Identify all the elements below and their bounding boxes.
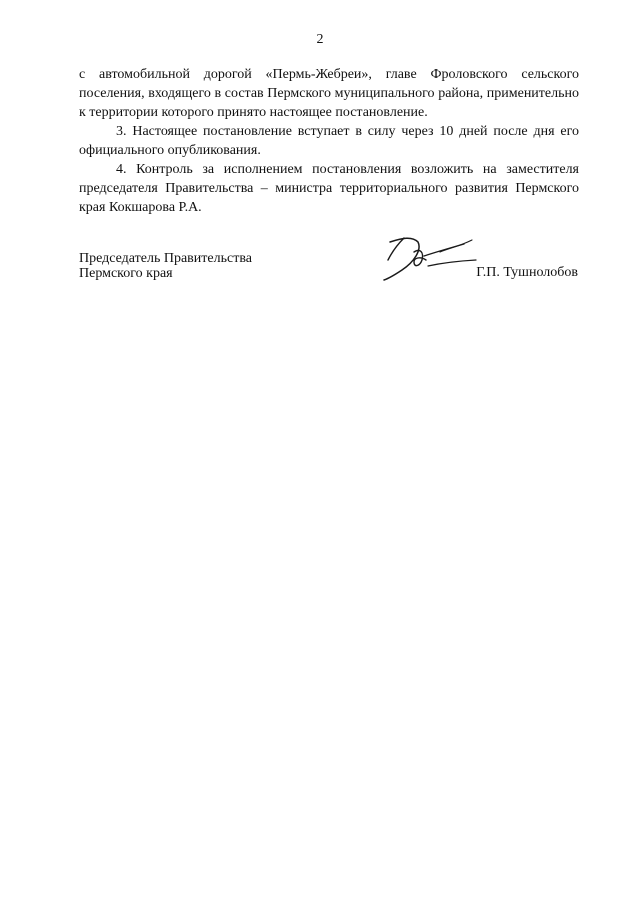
handwritten-signature [380, 230, 480, 282]
signatory-position-line1: Председатель Правительства [79, 251, 252, 266]
document-body [79, 65, 579, 217]
paragraph-item-3: 3. Настоящее постановление вступает в силу через 10 дней после дня его официального опубликования. [79, 124, 579, 158]
page-number: 2 [316, 32, 324, 47]
paragraph-continuation: с автомобильной дорогой «Пермь-Жебреи», главе Фроловского сельского поселения, входящего в состав Пермского муниципального района, применительно к территории которого принято настоящее постановление. [79, 67, 579, 120]
paragraph-item-4: 4. Контроль за исполнением постановления возложить на заместителя председателя Правительства – министра территориального развития Пермского края Кокшарова Р.А. [79, 162, 579, 215]
signatory-position-line2: Пермского края [79, 266, 173, 281]
signatory-name: Г.П. Тушнолобов [476, 265, 578, 280]
signatory-position [79, 251, 252, 281]
